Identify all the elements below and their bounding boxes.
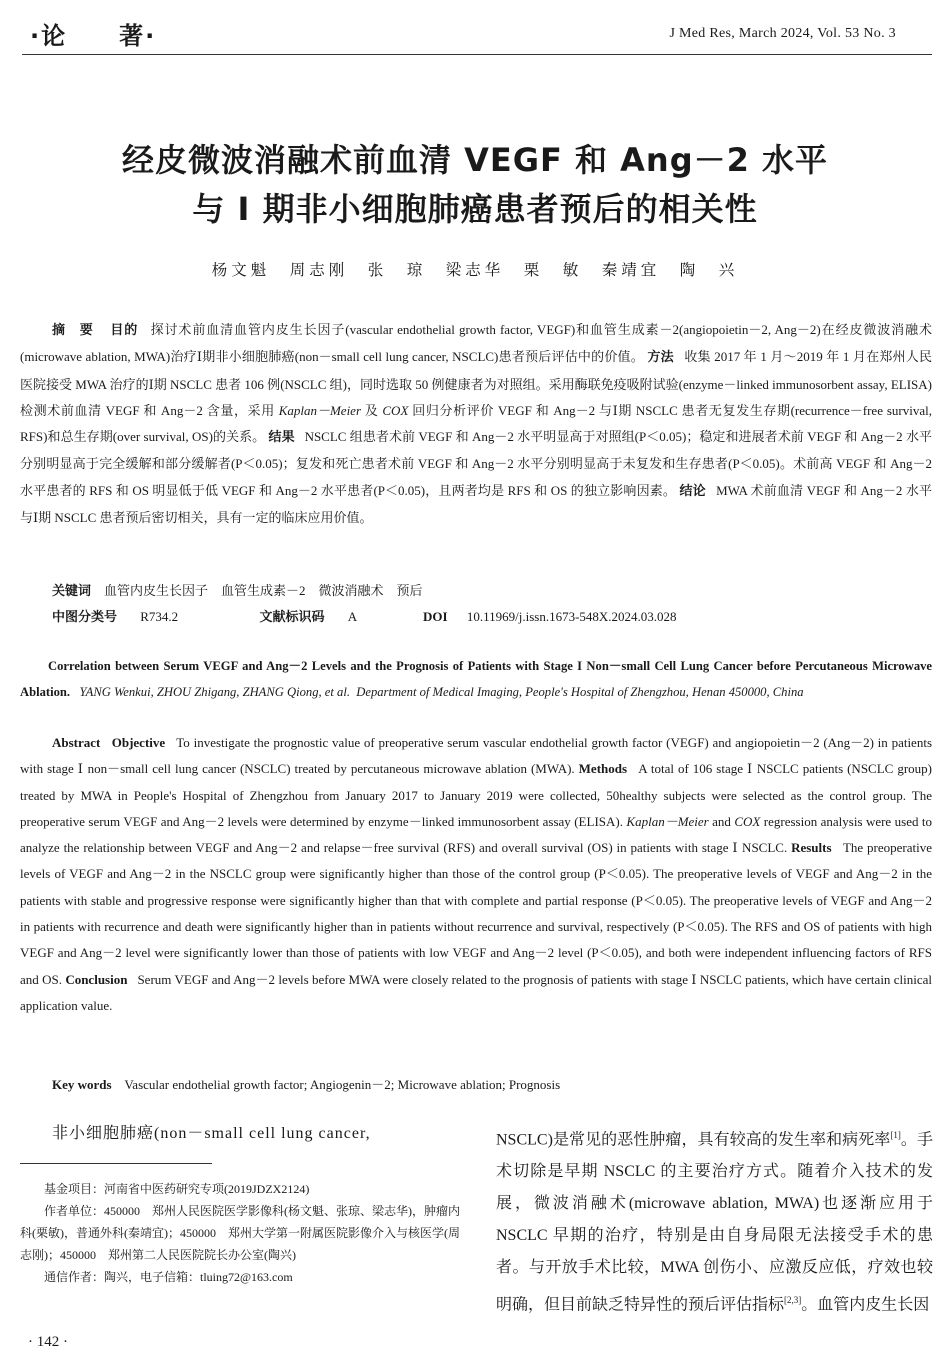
article-title-line-1: 经皮微波消融术前血清 VEGF 和 Ang－2 水平 <box>121 141 829 179</box>
footnotes <box>20 1178 460 1288</box>
english-authors: YANG Wenkui, ZHOU Zhigang, ZHANG Qiong, et al. <box>79 685 350 700</box>
en-conclusion-label: Conclusion <box>65 971 128 987</box>
keywords-label: 关键词 <box>52 584 92 599</box>
author-list: 杨文魁 周志刚 张 琼 梁志华 栗 敏 秦靖宜 陶 兴 <box>211 262 739 279</box>
clc-label: 中图分类号 <box>52 610 118 625</box>
reference-1: [1] <box>890 1130 901 1140</box>
english-keywords-line <box>52 1074 560 1093</box>
body-right-text-b: 。手术切除是早期 NSCLC 的主要治疗方式。随着介入技术的发展，微波消融术(microwave ablation, MWA)也逐渐应用于 NSCLC 早期的治疗，特别是由自身局限无法接受手术的患者。与开放手术比较，MWA 创伤小、应激反应低，疗效也较明确，但目前缺乏特异性的预后评估指标 <box>496 1131 933 1314</box>
section-label: ·论 著· <box>30 22 157 50</box>
conclusion-label: 结论 <box>679 483 706 499</box>
en-methods-text-a: A total of 106 stage Ⅰ NSCLC patients (NSCLC group) treated by MWA in People's Hospital of Zhengzhou from January 2017 to January 2019 were collected, 50healthy subjects were selected as the control group. The preoperative serum VEGF and Ang－2 levels were determined by enzyme－linked immunosorbent assay (ELISA). <box>20 761 932 829</box>
body-right-text-a: NSCLC)是常见的恶性肿瘤，具有较高的发生率和病死率 <box>496 1131 891 1149</box>
footnote-fund: 基金项目：河南省中医药研究专项(2019JDZX2124) <box>44 1182 310 1196</box>
clc-value: R734.2 <box>140 609 179 624</box>
results-text: NSCLC 组患者术前 VEGF 和 Ang－2 水平明显高于对照组(P＜0.05)；稳定和进展者术前 VEGF 和 Ang－2 水平分别明显高于完全缓解和部分缓解者(P＜0.05)；复发和死亡患者术前 VEGF 和 Ang－2 水平分别明显高于未复发和生存患者(P＜0.05)。术前高 VEGF 和 Ang－2 水平患者的 RFS 和 OS 明显低于低 VEGF 和 Ang－2 水平患者(P＜0.05)，且两者均是 RFS 和 OS 的独立影响因素。 <box>20 429 932 498</box>
doi-label: DOI <box>423 609 448 624</box>
footnote-affiliations: 作者单位：450000 郑州人民医院医学影像科(杨文魁、张琼、梁志华)，肿瘤内科(栗敏)，普通外科(秦靖宜)；450000 郑州大学第一附属医院影像介入与核医学(周志刚)；450000 郑州第二人民医院院长办公室(陶兴) <box>20 1204 460 1262</box>
body-text-right-column <box>496 1119 933 1322</box>
journal-citation: J Med Res, March 2024, Vol. 53 No. 3 <box>669 26 896 41</box>
en-methods-kaplan-meier: Kaplan－Meier <box>626 813 709 829</box>
footnote-correspondence: 通信作者：陶兴，电子信箱：tluing72@163.com <box>44 1270 293 1284</box>
doc-code-label: 文献标识码 <box>259 610 325 625</box>
chinese-abstract <box>20 317 932 531</box>
abstract-label: 摘 要 <box>52 323 94 338</box>
english-title-block <box>20 653 932 706</box>
reference-2-3: [2,3] <box>784 1295 802 1306</box>
methods-label: 方法 <box>647 350 674 366</box>
en-objective-text: To investigate the prognostic value of preoperative serum vascular endothelial growth factor (VEGF) and angiopoietin－2 (Ang－2) in patients with stage Ⅰ non－small cell lung cancer (NSCLC) treated by percutaneous microwave ablation (MWA). <box>20 735 933 777</box>
keywords-line <box>52 580 423 599</box>
article-title-line-2: 与 I 期非小细胞肺癌患者预后的相关性 <box>192 190 758 228</box>
methods-text-a: 收集 2017 年 1 月～2019 年 1 月在郑州人民医院接受 MWA 治疗的Ⅰ期 NSCLC 患者 106 例(NSCLC 组)，同时选取 50 例健康者为对照组。采用酶联免疫吸附试验(enzyme－linked immunosorbent assay, ELISA)检测术前血清 VEGF 和 Ang－2 含量，采用 <box>20 349 932 418</box>
objective-text: 探讨术前血清血管内皮生长因子(vascular endothelial growth factor, VEGF)和血管生成素－2(angiopoietin－2, Ang－2)在经皮微波消融术(microwave ablation, MWA)治疗Ⅰ期非小细胞肺癌(non－small cell lung cancer, NSCLC)患者预后评估中的价值。 <box>20 322 932 365</box>
en-abstract-label: Abstract <box>52 735 101 750</box>
en-methods-text-b: and <box>708 813 735 829</box>
conclusion-text: MWA 术前血清 VEGF 和 Ang－2 水平与Ⅰ期 NSCLC 患者预后密切相关，具有一定的临床应用价值。 <box>20 482 932 526</box>
en-keywords-value: Vascular endothelial growth factor; Angiogenin－2; Microwave ablation; Prognosis <box>124 1077 561 1092</box>
doi-value: 10.11969/j.issn.1673-548X.2024.03.028 <box>466 609 677 624</box>
en-results-label: Results <box>791 840 832 856</box>
en-objective-label: Objective <box>111 735 166 750</box>
keywords-value: 血管内皮生长因子 血管生成素－2 微波消融术 预后 <box>104 583 423 598</box>
english-title: Correlation between Serum VEGF and Ang－2 Levels and the Prognosis of Patients with Stage I Non－small Cell Lung Cancer before Percutaneous Microwave Ablation. <box>20 659 932 700</box>
en-conclusion-text: Serum VEGF and Ang－2 levels before MWA were closely related to the prognosis of patients with stage Ⅰ NSCLC patients, which have certain clinical application value. <box>20 971 933 1013</box>
classification-line <box>52 606 677 625</box>
methods-kaplan-meier: Kaplan－Meier <box>278 402 362 418</box>
page-number: · 142 · <box>28 1334 68 1350</box>
results-label: 结果 <box>268 430 295 446</box>
en-methods-text-c: regression analysis were used to analyze the relationship between VEGF and Ang－2 and relapse－free survival (RFS) and overall survival (OS) in patients with stage Ⅰ NSCLC. <box>20 813 932 856</box>
objective-label: 目的 <box>110 323 139 338</box>
en-keywords-label: Key words <box>52 1077 112 1092</box>
header-divider <box>22 54 932 55</box>
methods-cox: COX <box>382 402 409 418</box>
doc-code-value: A <box>347 609 358 624</box>
en-results-text: The preoperative levels of VEGF and Ang－2 in the NSCLC group were significantly higher than those of the control group (P＜0.05). The preoperative levels of VEGF and Ang－2 in the patients with stable and progressive response were significantly higher than that with complete and partial response (P＜0.05). The preoperative levels of VEGF and Ang－2 in patients with recurrence and death were significantly higher than in patients without recurrence and survival, respectively (P＜0.05). The RFS and OS of patients with high VEGF and Ang－2 level were significantly lower than those of patients with low VEGF and Ang－2 level (P＜0.05), and both were independent influencing factors of RFS and OS. <box>20 840 933 987</box>
en-methods-label: Methods <box>578 761 628 777</box>
english-affiliation: Department of Medical Imaging, People's Hospital of Zhengzhou, Henan 450000, China <box>356 685 804 700</box>
english-abstract <box>20 730 932 1019</box>
methods-text-b: 及 <box>361 402 383 418</box>
methods-text-c: 回归分析评价 VEGF 和 Ang－2 与Ⅰ期 NSCLC 患者无复发生存期(recurrence－free survival, RFS)和总生存期(over survival, OS)的关系。 <box>20 402 932 445</box>
body-right-text-c: 。血管内皮生长因 <box>801 1296 930 1314</box>
en-methods-cox: COX <box>734 813 761 829</box>
body-text-left-column: 非小细胞肺癌(non－small cell lung cancer, <box>52 1125 371 1142</box>
footnote-divider <box>20 1163 212 1164</box>
